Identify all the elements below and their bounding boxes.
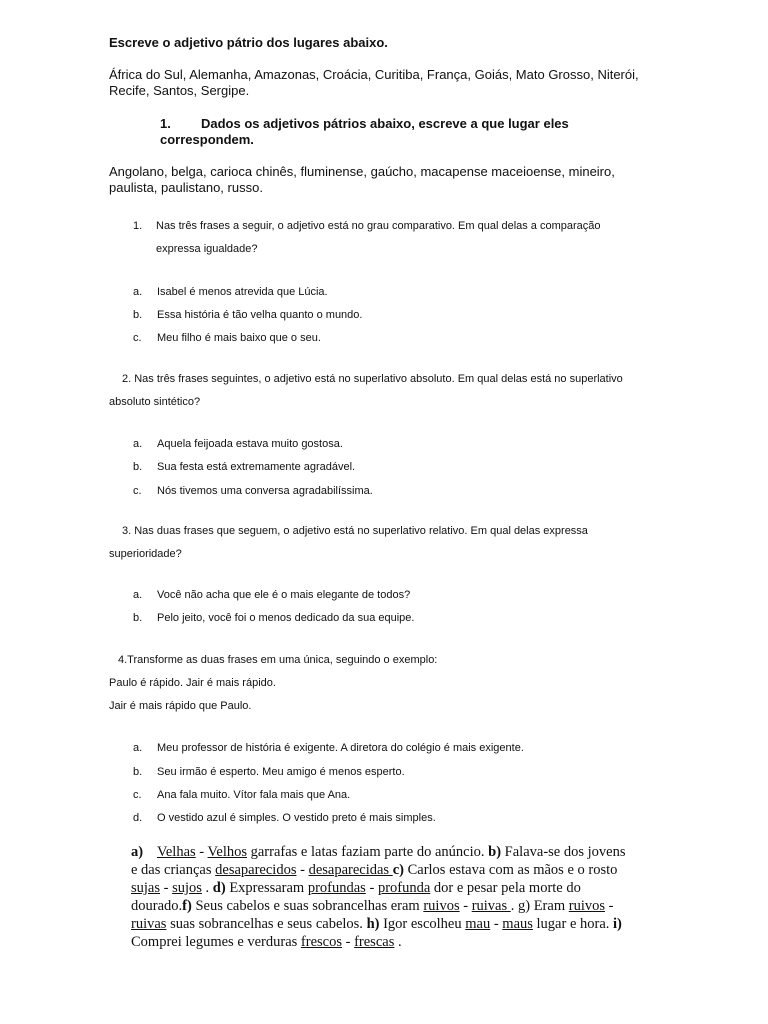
- answer-word: Velhos: [207, 844, 247, 860]
- adjectives-line-2: paulista, paulistano, russo.: [109, 180, 263, 195]
- answer-text: dor e pesar pela morte do dourado.: [131, 880, 581, 914]
- option-text: Meu filho é mais baixo que o seu.: [157, 332, 321, 344]
- option-letter: a.: [133, 589, 143, 601]
- answer-word: ruivas: [131, 916, 167, 932]
- adjectives-list: [109, 164, 615, 196]
- answer-text: Falava-se dos jovens e das crianças: [131, 844, 626, 878]
- answer-label-c: c): [392, 862, 404, 878]
- answer-word: profundas: [307, 880, 366, 896]
- section-4-example-2: Jair é mais rápido que Paulo.: [109, 700, 252, 712]
- answer-text: suas sobrancelhas e seus cabelos.: [166, 916, 367, 932]
- answer-word: mau: [465, 916, 491, 932]
- answer-word: ruivos: [568, 898, 605, 914]
- answer-text: lugar e hora.: [532, 916, 614, 932]
- option-text: Pelo jeito, você foi o menos dedicado da sua equipe.: [157, 612, 415, 624]
- option-letter: c.: [133, 485, 142, 497]
- question-1-number: 1.: [160, 116, 171, 131]
- answer-word: sujos: [172, 880, 202, 896]
- answer-word: sujas: [131, 880, 160, 896]
- answer-text: Seus cabelos e suas sobrancelhas eram: [191, 898, 424, 914]
- answer-word: ruivas: [471, 898, 511, 914]
- answer-word: Velhas: [157, 844, 196, 860]
- answer-text: Igor escolheu: [379, 916, 466, 932]
- section-3-line-2: superioridade?: [109, 548, 182, 560]
- answer-text: .: [201, 880, 213, 896]
- answer-text: Carlos estava com as mãos e o rosto: [403, 862, 618, 878]
- option-text: Isabel é menos atrevida que Lúcia.: [157, 286, 328, 298]
- answers-paragraph: [131, 843, 631, 951]
- section-1-line-2: expressa igualdade?: [156, 243, 258, 255]
- option-text: Ana fala muito. Vítor fala mais que Ana.: [157, 789, 351, 801]
- answer-text: .: [394, 934, 402, 950]
- option-text: Meu professor de história é exigente. A diretora do colégio é mais exigente.: [157, 742, 524, 754]
- option-text: Aquela feijoada estava muito gostosa.: [157, 438, 343, 450]
- option-letter: a.: [133, 286, 143, 298]
- option-text: Essa história é tão velha quanto o mundo.: [157, 309, 363, 321]
- option-text: Nós tivemos uma conversa agradabilíssima.: [157, 485, 373, 497]
- answer-text: garrafas e latas faziam parte do anúncio.: [247, 844, 489, 860]
- answer-word: frescos: [300, 934, 342, 950]
- answer-separator: -: [163, 880, 169, 896]
- answer-text: Comprei legumes e verduras: [131, 934, 301, 950]
- section-4-example-1: Paulo é rápido. Jair é mais rápido.: [109, 677, 276, 689]
- answer-separator: -: [345, 934, 351, 950]
- answer-label-d: d): [212, 880, 226, 896]
- answer-word: maus: [502, 916, 533, 932]
- answer-separator: -: [300, 862, 305, 878]
- places-list: [109, 67, 639, 99]
- section-2-line-2: absoluto sintético?: [109, 396, 201, 408]
- option-letter: a.: [133, 438, 143, 450]
- answer-text: . g) Eram: [510, 898, 569, 914]
- places-line-1: África do Sul, Alemanha, Amazonas, Croácia, Curitiba, França, Goiás, Mato Grosso, Niterói,: [109, 67, 639, 82]
- option-text: Sua festa está extremamente agradável.: [157, 461, 356, 473]
- question-1-line-1: Dados os adjetivos pátrios abaixo, escreve a que lugar eles: [201, 116, 569, 131]
- option-letter: b.: [133, 766, 143, 778]
- answer-separator: -: [199, 844, 205, 860]
- answer-separator: -: [493, 916, 499, 932]
- option-letter: b.: [133, 461, 143, 473]
- option-text: Você não acha que ele é o mais elegante de todos?: [157, 589, 411, 601]
- option-letter: c.: [133, 789, 142, 801]
- answer-word: profunda: [377, 880, 431, 896]
- answer-separator: -: [608, 898, 614, 914]
- option-letter: b.: [133, 309, 143, 321]
- answer-label-a: a): [131, 844, 144, 860]
- answer-word: desaparecidos: [215, 862, 297, 878]
- option-letter: c.: [133, 332, 142, 344]
- section-2-line-1: 2. Nas três frases seguintes, o adjetivo está no superlativo absoluto. Em qual delas está no superlativo: [122, 373, 623, 385]
- option-text: O vestido azul é simples. O vestido preto é mais simples.: [157, 812, 436, 824]
- adjectives-line-1: Angolano, belga, carioca chinês, fluminense, gaúcho, macapense maceioense, mineiro,: [109, 164, 615, 179]
- answer-label-f: f): [182, 898, 192, 914]
- answer-word: frescas: [354, 934, 395, 950]
- answer-word: desaparecidas: [308, 862, 393, 878]
- answer-separator: -: [463, 898, 469, 914]
- option-letter: a.: [133, 742, 143, 754]
- option-letter: b.: [133, 612, 143, 624]
- answer-separator: -: [369, 880, 375, 896]
- option-text: Seu irmão é esperto. Meu amigo é menos esperto.: [157, 766, 405, 778]
- places-line-2: Recife, Santos, Sergipe.: [109, 83, 250, 98]
- answer-label-h: h): [366, 916, 380, 932]
- question-1-line-2: correspondem.: [160, 132, 254, 147]
- answer-label-i: i): [613, 916, 622, 932]
- section-1-number: 1.: [133, 220, 143, 232]
- page-title: Escreve o adjetivo pátrio dos lugares abaixo.: [109, 35, 388, 50]
- section-1-line-1: Nas três frases a seguir, o adjetivo está no grau comparativo. Em qual delas a comparação: [156, 220, 601, 232]
- answer-label-b: b): [488, 844, 502, 860]
- section-1-question: [133, 215, 601, 238]
- answer-word: ruivos: [423, 898, 460, 914]
- question-1-heading: [160, 116, 569, 132]
- section-4-instruction: 4.Transforme as duas frases em uma única, seguindo o exemplo:: [118, 654, 438, 666]
- option-letter: d.: [133, 812, 143, 824]
- answer-text: Expressaram: [225, 880, 308, 896]
- section-3-line-1: 3. Nas duas frases que seguem, o adjetivo está no superlativo relativo. Em qual delas expressa: [122, 525, 588, 537]
